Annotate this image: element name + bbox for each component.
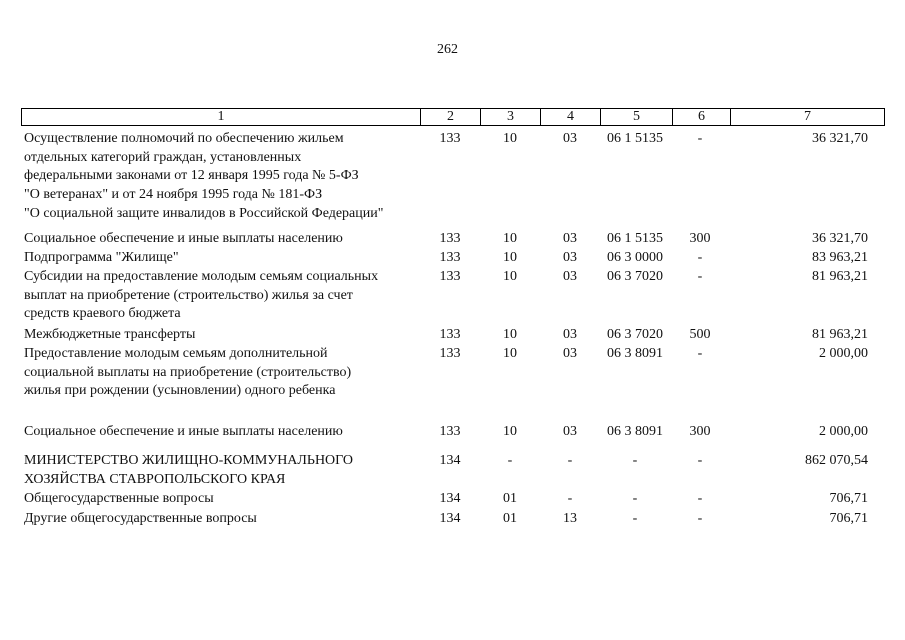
row-name — [24, 326, 424, 345]
row-name-line: Другие общегосударственные вопросы — [24, 511, 257, 526]
row-col-7: 706,71 — [829, 511, 868, 526]
row-col-5: 06 3 8091 — [607, 424, 663, 439]
row-name-line: ХОЗЯЙСТВА СТАВРОПОЛЬСКОГО КРАЯ — [24, 471, 286, 487]
row-col-4: 03 — [563, 250, 577, 265]
row-name-line: средств краевого бюджета — [24, 306, 181, 322]
row-name-line: выплат на приобретение (строительство) жилья за счет — [24, 287, 353, 303]
row-name-line: Осуществление полномочий по обеспечению жильем — [24, 131, 344, 146]
row-col-6: - — [697, 131, 703, 146]
row-col-2: 133 — [439, 269, 461, 284]
row-name — [24, 452, 424, 489]
row-col-2: 134 — [439, 511, 461, 526]
row-col-4: 03 — [563, 346, 577, 361]
row-col-5: 06 1 5135 — [607, 231, 663, 246]
row-col-3: - — [507, 453, 513, 468]
header-col-6: 6 — [672, 109, 730, 125]
row-name-line: Субсидии на предоставление молодым семьям социальных — [24, 269, 379, 284]
header-col-1: 1 — [217, 109, 225, 124]
row-name — [24, 268, 424, 324]
row-col-5: - — [632, 491, 638, 506]
row-name-line: Общегосударственные вопросы — [24, 491, 214, 506]
row-name-line: федеральными законами от 12 января 1995 года № 5-ФЗ — [24, 168, 359, 184]
row-col-6: - — [697, 511, 703, 526]
row-name-line: "О ветеранах" и от 24 ноября 1995 года № 181-ФЗ — [24, 187, 323, 203]
table-header — [21, 108, 885, 126]
row-col-4: 03 — [563, 327, 577, 342]
row-col-5: - — [632, 511, 638, 526]
row-name — [24, 510, 424, 529]
header-col-2: 2 — [420, 109, 480, 125]
row-col-3: 10 — [503, 424, 517, 439]
row-name — [24, 230, 424, 249]
row-col-7: 81 963,21 — [812, 327, 868, 342]
row-name-line: "О социальной защите инвалидов в Российской Федерации" — [24, 205, 384, 221]
row-col-2: 134 — [439, 491, 461, 506]
row-col-2: 134 — [439, 453, 461, 468]
row-col-7: 36 321,70 — [812, 231, 868, 246]
row-col-6: - — [697, 491, 703, 506]
row-col-7: 83 963,21 — [812, 250, 868, 265]
row-name-line: жилья при рождении (усыновлении) одного ребенка — [24, 383, 336, 399]
row-col-4: 03 — [563, 131, 577, 146]
row-col-6: - — [697, 346, 703, 361]
row-col-2: 133 — [439, 231, 461, 246]
row-col-7: 81 963,21 — [812, 269, 868, 284]
row-col-6: - — [697, 269, 703, 284]
row-name-line: Предоставление молодым семьям дополнительной — [24, 346, 328, 361]
row-col-4: - — [567, 491, 573, 506]
row-col-7: 862 070,54 — [805, 453, 868, 468]
header-col-3: 3 — [480, 109, 540, 125]
row-col-4: 03 — [563, 424, 577, 439]
row-col-3: 10 — [503, 327, 517, 342]
row-col-3: 10 — [503, 231, 517, 246]
row-col-3: 01 — [503, 491, 517, 506]
row-col-4: - — [567, 453, 573, 468]
row-name-line: отдельных категорий граждан, установленных — [24, 149, 302, 165]
header-col-7: 7 — [730, 109, 884, 125]
row-name-line: Межбюджетные трансферты — [24, 327, 196, 342]
row-col-3: 10 — [503, 346, 517, 361]
row-col-3: 10 — [503, 269, 517, 284]
row-col-7: 36 321,70 — [812, 131, 868, 146]
row-name-line: Подпрограмма "Жилище" — [24, 250, 179, 265]
row-name — [24, 423, 424, 442]
header-col-5: 5 — [600, 109, 672, 125]
row-col-5: - — [632, 453, 638, 468]
row-col-5: 06 3 0000 — [607, 250, 663, 265]
row-col-4: 03 — [563, 231, 577, 246]
row-col-5: 06 3 8091 — [607, 346, 663, 361]
row-col-4: 03 — [563, 269, 577, 284]
row-col-3: 01 — [503, 511, 517, 526]
row-col-2: 133 — [439, 131, 461, 146]
row-col-4: 13 — [563, 511, 577, 526]
row-col-7: 706,71 — [829, 491, 868, 506]
header-col-4: 4 — [540, 109, 600, 125]
row-name — [24, 490, 424, 509]
row-col-5: 06 3 7020 — [607, 269, 663, 284]
row-name — [24, 345, 424, 401]
row-col-2: 133 — [439, 327, 461, 342]
row-name-line: Социальное обеспечение и иные выплаты населению — [24, 231, 343, 246]
row-col-7: 2 000,00 — [819, 424, 868, 439]
row-col-2: 133 — [439, 424, 461, 439]
row-name — [24, 130, 424, 224]
row-col-6: - — [697, 250, 703, 265]
row-name-line: социальной выплаты на приобретение (строительство) — [24, 364, 352, 380]
row-col-5: 06 3 7020 — [607, 327, 663, 342]
row-name — [24, 249, 424, 268]
row-col-3: 10 — [503, 131, 517, 146]
row-col-3: 10 — [503, 250, 517, 265]
row-col-2: 133 — [439, 250, 461, 265]
row-col-7: 2 000,00 — [819, 346, 868, 361]
row-col-6: 300 — [689, 424, 711, 439]
row-col-6: 500 — [689, 327, 711, 342]
row-col-6: - — [697, 453, 703, 468]
row-col-6: 300 — [689, 231, 711, 246]
row-col-5: 06 1 5135 — [607, 131, 663, 146]
page-number: 262 — [437, 42, 458, 57]
row-name-line: МИНИСТЕРСТВО ЖИЛИЩНО-КОММУНАЛЬНОГО — [24, 453, 354, 468]
row-name-line: Социальное обеспечение и иные выплаты населению — [24, 424, 343, 439]
row-col-2: 133 — [439, 346, 461, 361]
